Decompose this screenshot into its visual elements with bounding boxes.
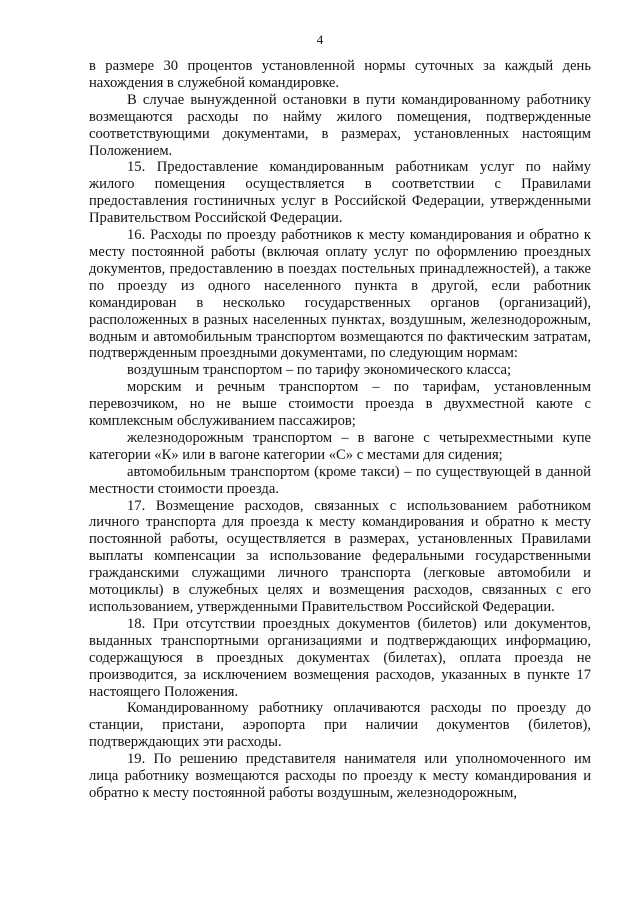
paragraph: железнодорожным транспортом – в вагоне с четырехместными купе категории «К» или в вагоне категории «С» с местами для сидения; — [89, 429, 591, 463]
paragraph: в размере 30 процентов установленной нормы суточных за каждый день нахождения в служебной командировке. — [89, 58, 591, 91]
paragraph: 18. При отсутствии проездных документов (билетов) или документов, выданных транспортными организациями и подтверждающих информацию, содержащуюся в проездных документах (билетах), оплата проезда не производится, за исключением возмещения расходов, указанных в пункте 17 настоящего Положения. — [89, 615, 591, 700]
paragraph: автомобильным транспортом (кроме такси) – по существующей в данной местности стоимости проезда. — [89, 463, 591, 497]
paragraph: 16. Расходы по проезду работников к месту командирования и обратно к месту постоянной работы (включая оплату услуг по оформлению проездных документов, предоставлению в поездах постельных принадлежностей), а также по проезду из одного населенного пункта в другой, если работник командирован в несколько государственных органов (организаций), расположенных в разных населенных пунктах, воздушным, железнодорожным, водным и автомобильным транспортом возмещаются по фактическим затратам, подтвержденным проездными документами, по следующим нормам: — [89, 227, 591, 362]
paragraph: 17. Возмещение расходов, связанных с использованием работником личного транспорта для проезда к месту командирования и обратно к месту постоянной работы, осуществляется в размерах, установленных Правилами выплаты компенсации за использование федеральными государственными гражданскими служащими личного транспорта (легковые автомобили и мотоциклы) в служебных целях и возмещения расходов, связанных с его использованием, утвержденными Правительством Российской Федерации. — [89, 497, 591, 615]
paragraph: В случае вынужденной остановки в пути командированному работнику возмещаются расходы по найму жилого помещения, подтвержденные соответствующими документами, в размерах, установленных настоящим Положением. — [89, 91, 591, 159]
paragraph: 15. Предоставление командированным работникам услуг по найму жилого помещения осуществляется в соответствии с Правилами предоставления гостиничных услуг в Российской Федерации, утвержденными Правительством Российской Федерации. — [89, 159, 591, 227]
page-number: 4 — [316, 32, 324, 47]
paragraph: воздушным транспортом – по тарифу экономического класса; — [127, 362, 512, 379]
paragraph: 19. По решению представителя нанимателя или уполномоченного им лица работнику возмещаются расходы по проезду к месту командирования и обратно к месту постоянной работы воздушным, железнодорожным, — [89, 751, 591, 801]
document-body — [89, 58, 591, 802]
paragraph: морским и речным транспортом – по тарифам, установленным перевозчиком, но не выше стоимости проезда в двухместной каюте с комплексным обслуживанием пассажиров; — [89, 379, 591, 430]
paragraph: Командированному работнику оплачиваются расходы по проезду до станции, пристани, аэропорта при наличии документов (билетов), подтверждающих эти расходы. — [89, 700, 591, 751]
